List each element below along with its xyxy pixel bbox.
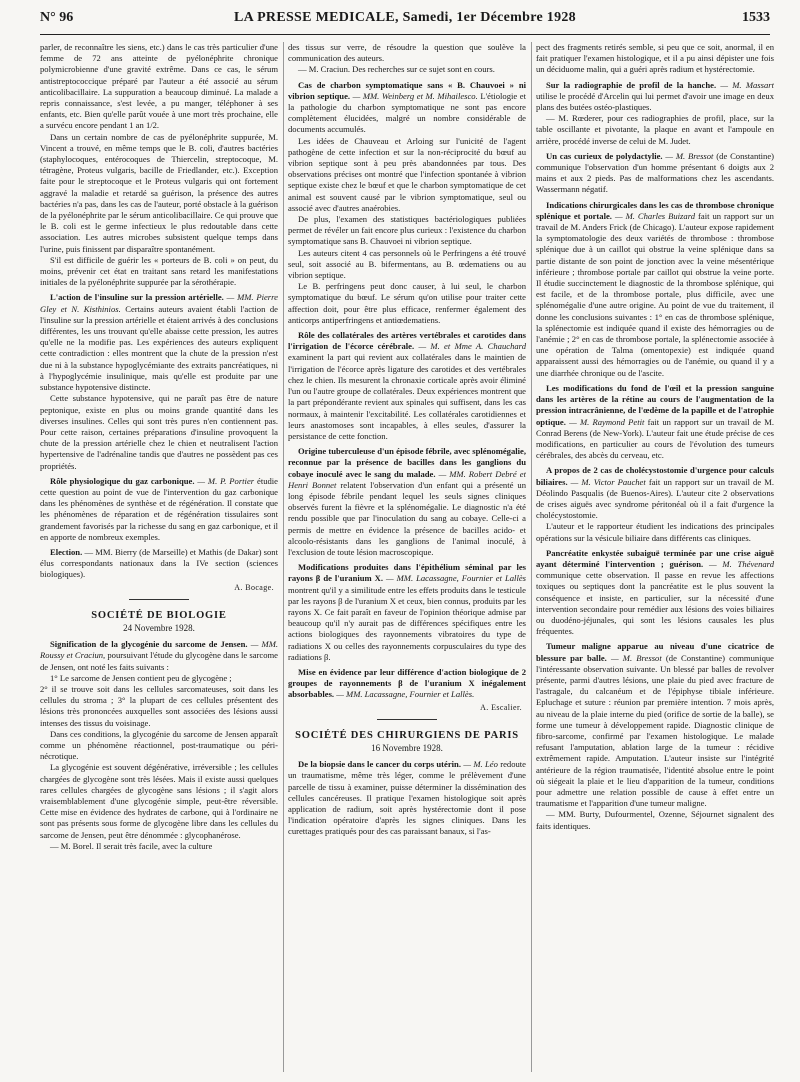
article-text: utilise le procédé d'Arcelin qui lui permet d'avoir une image en deux plans des butées ostéo-plastiques. <box>536 90 774 113</box>
article-text: — MM. Bierry (de Marseille) et Mathis (de Dakar) sont élus correspondants nationaux dans la IVe section (sciences biologiques). <box>40 546 278 580</box>
article-authors: — MM. Weinberg et M. Mihailesco. <box>352 90 478 101</box>
paragraph: Cette substance hypotensive, qui ne paraît pas être de nature peptonique, existe en plus ou moins grande quantité dans les diverses insulines. Celles qui sont très pures n'en contiennent pas. Pour cette raison, certaines préparations d'insuline provoquent la chute de la pression artérielle chez le chien et neutralisent l'action hypertensive de l'adrénaline tandis que d'autres ne possèdent pas ces propriétés. <box>40 393 278 471</box>
article-title: Pancréatite enkystée subaiguë terminée par une crise aiguë ayant déterminé l'intervention ; guérison. <box>536 547 774 569</box>
paragraph: — M. Rœderer, pour ces radiographies de profil, place, sur la table oscillante et pivotante, la plaque en avant et l'ampoule en arrière, procédé inverse de celui de M. Judet. <box>536 113 774 146</box>
article-authors: — M. Thévenard <box>708 558 774 569</box>
article-bressot <box>536 151 774 196</box>
paragraph: — M. Borel. Il serait très facile, avec la culture <box>50 840 213 851</box>
paragraph: De plus, l'examen des statistiques bactériologiques publiées permet de révéler un fait encore plus curieux : l'existence du charbon symptomatique sans B. Chauvoei ni vibrion septique. <box>288 214 526 247</box>
article-text: (de Constantine) communique l'intéressante observation suivante. Un blessé par balles de revolver présente, parmi d'autres lésions, une plaie du pied avec fracture de l'astragale, du calcanéum et de l'épiphyse tibiale inférieure. Epluchage et suture : réunion par première intention. 7 mois après, au niveau de la plaie interne du pied (orifice de sortie de la balle), se forme une tumeur à développement rapide. Diagnostic clinique de fibro-sarcome, confirmé par l'examen histologique. Le malade refusant l'amputation, ablation large de la tumeur : récidive extrêmement rapide. Amputation. L'auteur insiste sur l'intégrité antérieure de la région traumatisée, l'identité absolue entre le point où siégeait la plaie et le lieu d'apparition de la tumeur, conditions pour admettre une relation possible de cause à effet entre un traumatisme et l'apparition d'une tumeur maligne. <box>536 652 774 809</box>
article-text: fait un rapport sur un travail de M. Conrad Berens (de New-York). L'auteur fait une étude précise de ces modifications, en particulier au cours de l'évolution des tumeurs cérébrales, des abcès du cerveau, etc. <box>536 416 774 461</box>
paragraph: — MM. Burty, Dufourmentel, Ozenne, Séjournet signalent des faits identiques. <box>536 809 774 831</box>
paragraph: 2° il se trouve soit dans les cellules sarcomateuses, soit dans les cellules du stroma ; 3° la plupart de ces cellules présentent des lésions très prononcées auxquelles sont associées des lésions aussi intenses des tissus du voisinage. <box>40 683 278 728</box>
journal-title: LA PRESSE MEDICALE, Samedi, 1er Décembre 1928 <box>234 10 576 25</box>
section-rule <box>129 599 189 600</box>
article-text: relatent l'observation d'un enfant qui a présenté un long épisode fébrile pendant lequel les seuls signes cliniques observés furent la fièvre et la splénomégalie. Le diagnostic n'a été rendu possible que par l'inoculation du sang au cobaye. Celle-ci a permis de mettre en évidence la présence de bacilles acido- et alcoolo-résistants dans les ganglions de l'animal inoculé, à l'exclusion de toute lésion macroscopique. <box>288 479 526 557</box>
article-title: Rôle des collatérales des artères vertébrales et carotides dans l'irrigation de l'écorce cérébrale. <box>288 330 526 352</box>
paragraph: Les auteurs citent 4 cas personnels où le Perfringens a été trouvé seul, soit associé au B. bifermentans, au B. œdematiens ou au vibrion septique. <box>288 247 526 281</box>
paragraph: Dans un certain nombre de cas de pyélonéphrite suppurée, M. Vincent a trouvé, en même temps que le B. coli, d'autres bactéries (staphylocoques, entérocoques de Thiercelin, streptocoque, M. tétragène, Proteus vulgaris, bacille de Friedlander, etc.). Exception faite pour le streptocoque et le Proteus vulgaris qui ont fortement aggravé la maladie et retardé sa guérison, la présence des autres bactéries n'a pas, dans les cas de l'auteur, porté obstacle à la guérison de la pyélonéphrite par le sérum anticolibacillaire. Ce qui prouve que le B. coli est le germe infectieux le plus redoutable dans cette association. Les autres microbes subsistent quelque temps dans l'urine, puis finissent par disparaître spontanément. <box>40 131 278 254</box>
column-right <box>536 42 774 1072</box>
article-text: Certains auteurs avaient établi l'action de l'insuline sur la pression artérielle et étaient arrivés à des conclusions différentes, les uns trouvant qu'elle abaisse cette pression, les autres qu'elle ne la modifie pas. Les expériences des auteurs expliquent cette contradiction : elles montrent que la chute de la pression n'est due ni à la substance hypoglycémiante des extraits pancréatiques, ni à l'hypoglycémie insulinique, mais qu'elle est produite par une substance hypotensive distincte. <box>40 303 278 393</box>
article-text: montrent qu'il y a similitude entre les effets produits dans le testicule par les rayons β de l'uranium X et ceux, bien connus, produits par les rayons X. Ce fait paraît en faveur de l'opinion théorique admise par beaucoup qu'il n'y aurait pas de différences spécifiques entre les actions biologiques des rayonnements vibratoires du type de radiations X ou celles des rayonnements corpusculaires du type des radiations β. <box>288 584 526 662</box>
column-middle <box>288 42 526 1072</box>
article-chauchard <box>288 330 526 442</box>
article-title: Tumeur maligne apparue au niveau d'une cicatrice de blessure par balle. <box>536 641 774 663</box>
article-text: examinent la part qui revient aux collatérales dans le maintien de l'irrigation de l'écorce après ligature des carotides et des vertébrales chez le chien. Ils mesurent la chronaxie corticale après avoir éliminé l'un ou l'autre groupe de collatérales. Deux expériences montrent que la part prépondérante revient aux spinales qui suffisent, dans les cas normaux, à maintenir l'excitabilité. Les collatérales carotidiennes et leurs anastomoses sont incapables, à elles seules, d'assurer la persistance de cette fonction. <box>288 352 526 441</box>
article-pauchet <box>536 465 774 521</box>
article-authors: — M. et Mme A. Chauchard <box>418 341 526 352</box>
article-authors: — M. Victor Pauchet <box>570 476 646 487</box>
article-roussy <box>40 639 278 673</box>
section-rule <box>377 719 437 720</box>
article-election <box>40 547 278 581</box>
paragraph: L'auteur et le rapporteur étudient les indications des principales opérations sur la vésicule biliaire dans différents cas cliniques. <box>536 521 774 543</box>
article-title: Sur la radiographie de profil de la hanche. <box>546 79 717 90</box>
article-title: Signification de la glycogénie du sarcome de Jensen. <box>50 639 248 650</box>
column-left <box>40 42 278 1072</box>
article-title: Modifications produites dans l'épithélium séminal par les rayons β de l'uranium X. <box>288 562 526 584</box>
article-weinberg <box>288 80 526 136</box>
author-signature: A. Bocage. <box>234 582 274 592</box>
paragraph: des tissus sur verre, de résoudre la question que soulève la communication des auteurs. <box>288 42 526 64</box>
section-title: SOCIÉTÉ DES CHIRURGIENS DE PARIS <box>295 729 519 741</box>
article-authors: — M. Raymond Petit <box>569 416 645 427</box>
paragraph: Dans ces conditions, la glycogénie du sarcome de Jensen apparaît comme un phénomène réactionnel, post-traumatique ou péri-nécrotique. <box>40 728 278 762</box>
article-title: Les modifications du fond de l'œil et la pression sanguine dans les artères de la rétine au cours de l'augmentation de la pression intracrânienne, de l'œdème de la papille et de l'atrophie optique. <box>536 382 774 427</box>
paragraph: S'il est difficile de guérir les « porteurs de B. coli » on peut, du moins, prévenir cet état en traitant sans retard les manifestations initiales de la pyélonéphrite suppurée par la sérothérapie. <box>40 254 278 288</box>
article-thevenard <box>536 548 774 638</box>
article-title: Origine tuberculeuse d'un épisode fébrile, avec splénomégalie, reconnue par la présence de bacilles dans les ganglions du cobaye inoculé avec le sang du malade. <box>288 446 526 479</box>
paragraph: — M. Craciun. Des recherches sur ce sujet sont en cours. <box>298 64 495 75</box>
paragraph: 1° Le sarcome de Jensen contient peu de glycogène ; <box>50 672 232 683</box>
article-gley <box>40 292 278 393</box>
article-authors: — M. Charles Buizard <box>614 210 696 221</box>
paragraph: La glycogénie est souvent dégénérative, irréversible ; les cellules chargées de glycogène sont très lésées. Mais il existe aussi quelques rares cellules chargées de glycogène sans lésions ; il s'agit alors vraisemblablement d'une glycogénie simple, peut-être réversible. Cette mise en évidence des hydrates de carbone, qui à l'ordinaire ne sont pas présents sous forme de glycogène libre dans les cellules du sarcome de Jensen, peut être dénommée : glycophanérose. <box>40 762 278 840</box>
article-title: L'action de l'insuline sur la pression artérielle. <box>50 292 224 303</box>
column-divider <box>531 42 532 1072</box>
article-title: A propos de 2 cas de cholécystostomie d'urgence pour calculs biliaires. <box>536 465 774 487</box>
issue-number: N° 96 <box>40 10 74 25</box>
article-text: redoute un traumatisme, même très léger, comme le prélèvement d'une parcelle de tissu à examiner, puisse déterminer la dissémination des cellules cancéreuses. Il pratique l'examen histologique soit après application de radium, soit après hystérectomie dont il pose l'indication opératoire d'après les signes cliniques. Dans les curettages pratiqués pour des cas paraissant banaux, si l'as- <box>288 759 526 837</box>
author-signature: A. Escalier. <box>480 702 522 712</box>
article-debre <box>288 446 526 558</box>
article-text: communique cette observation. Il passe en revue les affections toxiques ou septiques dont la pancréatite est le plus souvent la conséquence et insiste, en particulier, sur la nécessité d'une intervention secondaire pour remédier aux lésions des voies biliaires ou duodéno-jéjunales, qui sont les lésions causales les plus fréquentes. <box>536 570 774 637</box>
column-divider <box>283 42 284 1072</box>
article-authors: — M. Bressot <box>610 652 662 663</box>
article-title: Indications chirurgicales dans les cas de thrombose chronique splénique et portale. <box>536 199 774 221</box>
section-date: 16 Novembre 1928. <box>371 742 443 753</box>
article-authors: — MM. Lacassagne, Fournier et Lallès <box>386 573 526 584</box>
article-authors: — M. Léo <box>463 759 498 770</box>
section-title: SOCIÉTÉ DE BIOLOGIE <box>91 609 227 621</box>
article-buizard <box>536 200 774 379</box>
paragraph: parler, de reconnaître les siens, etc.) dans le cas très particulier d'une femme de 72 ans atteinte de pyélonéphrite chronique polymicrobienne d'une gravité extrême. Dans ce cas, le sérum antistreptococcique préparé par l'auteur a été associé au sérum anticolibacillaire. La suppuration a beaucoup diminué. La malade a repris connaissance, s'est levée, a pu manger, téléphoner à ses enfants, etc. Bien qu'elle parût vouée à une mort très prochaine, elle a survécu encore pendant 1 an 1/2. <box>40 42 278 131</box>
page-header <box>40 4 770 35</box>
article-authors: — M. P. Portier <box>197 475 255 486</box>
article-bressot-2 <box>536 641 774 809</box>
article-authors: — MM. Roussy et Craciun, <box>40 639 278 661</box>
article-text: étudie cette question au point de vue de l'intervention du gaz carbonique dans les phénomènes de synthèse et de régénération. Il constate que les phénomènes de réparation et de régénération tissulaires sont grandement favorisés par la richesse du sang en gaz carbonique, et il en apporte de nombreux exemples. <box>40 475 278 542</box>
article-authors: — M. Bressot <box>665 150 714 161</box>
article-portier <box>40 476 278 543</box>
article-title: Cas de charbon symptomatique sans « B. Chauvoei » ni vibrion septique. <box>288 79 526 101</box>
article-lacassagne <box>288 562 526 663</box>
article-title: Election. <box>50 546 83 557</box>
article-title: Mise en évidence par leur différence d'action biologique de 2 groupes de rayonnements β de l'uranium X inégalement absorbables. <box>288 666 526 700</box>
article-authors: — MM. Robert Debré et Henri Bonnet <box>288 468 526 490</box>
article-title: Un cas curieux de polydactylie. <box>546 150 663 161</box>
article-lacassagne-2 <box>288 667 526 701</box>
article-text: L'étiologie et la pathologie du charbon symptomatique ne sont pas encore complètement élucidées, malgré un nombre considérable de documents accumulés. <box>288 90 526 135</box>
article-authors: — MM. Pierre Gley et N. Kisthinios. <box>40 292 278 314</box>
article-authors: — MM. Lacassagne, Fournier et Lallès. <box>336 689 475 700</box>
article-leo <box>288 759 526 837</box>
article-text: fait un rapport sur un travail de M. Déolindo Pasqualis (de Buenos-Aires). L'auteur cite 2 observations de crises aiguës avec syndrome péritonéal où il a fait d'urgence la cholécystostomie. <box>536 476 774 521</box>
article-petit <box>536 383 774 461</box>
article-title: De la biopsie dans le cancer du corps utérin. <box>298 759 461 770</box>
article-text: (de Constantine) communique l'observation d'un homme présentant 6 doigts aux 2 mains et aux 2 pieds. Pas de malformations chez les ascendants. Wassermann négatif. <box>536 150 774 195</box>
article-title: Rôle physiologique du gaz carbonique. <box>50 475 195 486</box>
paragraph: pect des fragments retirés semble, si peu que ce soit, anormal, il en fait pratiquer l'examen histologique, et il a pu ainsi dépister une fois un déciduome malin, qui a guéri après radium et hystérectomie. <box>536 42 774 75</box>
page-number: 1533 <box>742 10 770 25</box>
article-text: poursuivant l'étude du glycogène dans le sarcome de Jensen, ont noté les faits suivants : <box>40 650 278 672</box>
paragraph: Les idées de Chauveau et Arloing sur l'unicité de l'agent pathogène de cette infection et sur la non-réciprocité du bœuf au vibrion septique sont à peu près abandonnées par tous. Des observations précises ont montré que l'infection spontanée à vibrion septique existe chez le bœuf et que le charbon symptomatique de cet animal est souvent causé par le vibrion symptomatique, seul ou associé avec d'autres anaérobies. <box>288 135 526 213</box>
section-date: 24 Novembre 1928. <box>123 622 195 633</box>
article-authors: — M. Massart <box>720 79 774 90</box>
article-text: fait un rapport sur un travail de M. Anders Frick (de Chicago). L'auteur expose rapidement la symptomatologie des deux variétés de thrombose : thrombose splénique due à un caillot qui obstrue la veine splénique dans sa partie distante de son point de jonction avec la veine mésentérique inférieure ; thrombose portale par caillot qui obstrue la veine porte. Il étudie succinctement le diagnostic de la thrombose splénique, qui est facile, et de la thrombose portale, plus difficile, avec une splénomégalie d'une autre origine. Au point de vue du traitement, il donne les conclusions suivantes : 1° en cas de thrombose splénique, la splénectomie est indiquée quand il existe des hémorragies ou de l'anémie ; 2° en cas de thrombose portale, la splénectomie associée à une opération de Talma (omentopexie) est indiquée quand apparaissent aussi des hémorragies ou de l'anémie, ou quand il y a une diarrhée chronique ou de l'ascite. <box>536 210 774 378</box>
article-massart <box>536 80 774 114</box>
paragraph: Le B. perfringens peut donc causer, à lui seul, le charbon symptomatique du bœuf. Le sérum qu'on utilise pour traiter cette affection doit, pour être plus efficace, renfermer également des anticorps antiperfringens et antiœdematiens. <box>288 281 526 325</box>
